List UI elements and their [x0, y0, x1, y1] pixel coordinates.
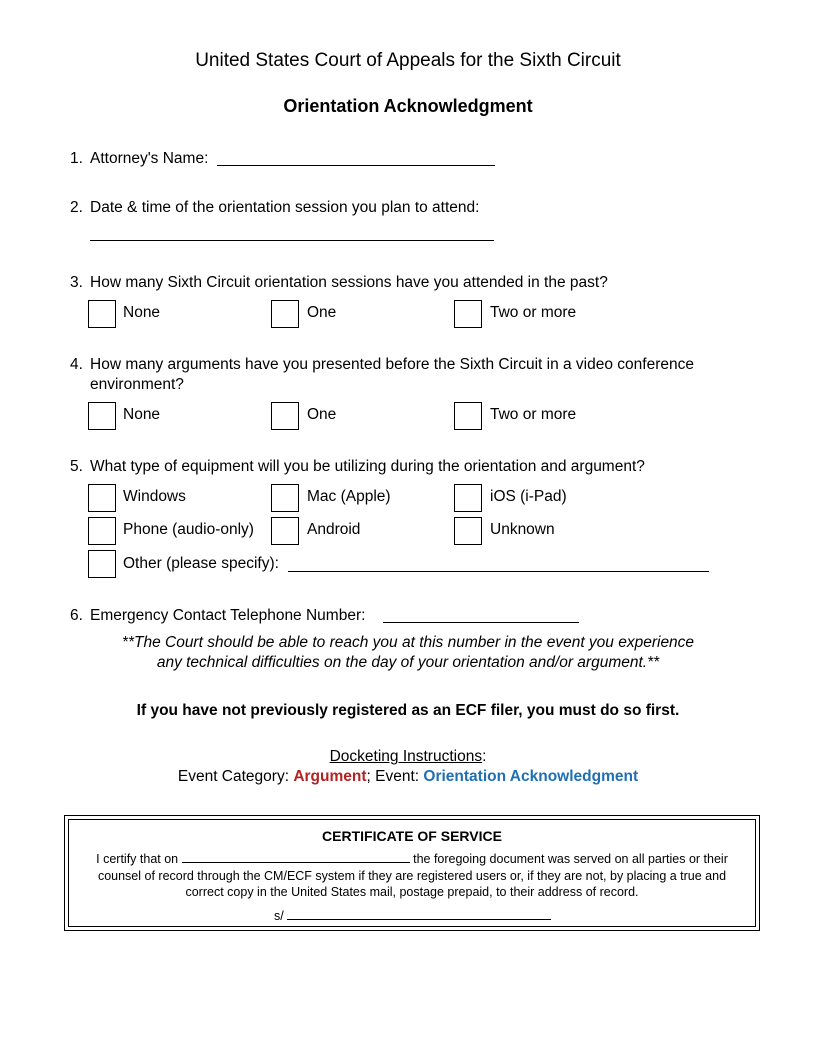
question-text: How many Sixth Circuit orientation sessions have you attended in the past? — [90, 274, 608, 291]
certificate-body — [77, 850, 747, 901]
certificate-inner-border — [68, 819, 756, 927]
docketing-colon: : — [482, 748, 487, 765]
checkbox-label: One — [307, 304, 337, 321]
question-number: 1. — [70, 150, 83, 167]
q3-none-checkbox[interactable] — [88, 300, 116, 328]
checkbox-label: Mac (Apple) — [307, 488, 391, 505]
ecf-notice: If you have not previously registered as an ECF filer, you must do so first. — [136, 702, 680, 719]
checkbox-label: Two or more — [490, 406, 577, 423]
q5-windows-checkbox[interactable] — [88, 484, 116, 512]
court-name: United States Court of Appeals for the Sixth Circuit — [195, 50, 621, 71]
q4-two-or-more-checkbox[interactable] — [454, 402, 482, 430]
checkbox-label: Phone (audio-only) — [123, 521, 254, 538]
event-value: Orientation Acknowledgment — [423, 768, 639, 785]
cert-line1-prefix: I certify that on — [96, 852, 179, 866]
checkbox-label: Unknown — [490, 521, 555, 538]
question-number: 6. — [70, 607, 83, 624]
question-text: How many arguments have you presented before the Sixth Circuit in a video conference — [90, 356, 694, 373]
q3-one-checkbox[interactable] — [271, 300, 299, 328]
signature-prefix: s/ — [274, 909, 284, 923]
question-number: 4. — [70, 356, 83, 373]
event-category-value: Argument — [293, 768, 367, 785]
question-6 — [0, 607, 816, 627]
docketing-heading: Docketing Instructions — [329, 748, 483, 765]
question-number: 3. — [70, 274, 83, 291]
question-text: Attorney's Name: — [90, 150, 209, 167]
q5-other-checkbox[interactable] — [88, 550, 116, 578]
checkbox-label: iOS (i-Pad) — [490, 488, 567, 505]
attorney-name-field[interactable] — [217, 150, 495, 166]
session-datetime-field[interactable] — [90, 225, 494, 241]
checkbox-label: Windows — [123, 488, 186, 505]
checkbox-label: One — [307, 406, 337, 423]
q4-none-checkbox[interactable] — [88, 402, 116, 430]
q5-ios-checkbox[interactable] — [454, 484, 482, 512]
q4-one-checkbox[interactable] — [271, 402, 299, 430]
question-5 — [0, 458, 816, 478]
page-title: Orientation Acknowledgment — [283, 96, 533, 116]
signature-field[interactable] — [287, 907, 551, 920]
event-separator: ; Event: — [366, 768, 424, 785]
cert-line1-suffix: the foregoing document was served on all parties or their — [413, 852, 728, 866]
service-date-field[interactable] — [182, 850, 410, 863]
question-number: 5. — [70, 458, 83, 475]
contact-note-line-2: any technical difficulties on the day of your orientation and/or argument.** — [156, 654, 660, 671]
question-1 — [0, 150, 816, 170]
q5-phone-checkbox[interactable] — [88, 517, 116, 545]
event-category-label: Event Category: — [177, 768, 294, 785]
q5-android-checkbox[interactable] — [271, 517, 299, 545]
question-3 — [0, 274, 816, 294]
question-text: Emergency Contact Telephone Number: — [90, 607, 366, 624]
checkbox-label: Android — [307, 521, 361, 538]
signature-line — [274, 907, 551, 923]
checkbox-label: None — [123, 406, 161, 423]
question-4 — [0, 356, 816, 396]
checkbox-label: Other (please specify): — [123, 555, 279, 572]
question-number: 2. — [70, 199, 83, 216]
q5-unknown-checkbox[interactable] — [454, 517, 482, 545]
other-equipment-field[interactable] — [288, 556, 709, 572]
checkbox-label: Two or more — [490, 304, 577, 321]
question-text-continued: environment? — [90, 376, 184, 393]
cert-line2: counsel of record through the CM/ECF system if they are registered users or, if they are not, by placing a true and — [97, 868, 727, 883]
q3-two-or-more-checkbox[interactable] — [454, 300, 482, 328]
question-2 — [0, 199, 816, 245]
emergency-phone-field[interactable] — [383, 607, 579, 623]
certificate-of-service-box — [64, 815, 760, 931]
question-text: Date & time of the orientation session you plan to attend: — [90, 199, 480, 216]
q5-mac-checkbox[interactable] — [271, 484, 299, 512]
cert-line3: correct copy in the United States mail, postage prepaid, to their address of record. — [185, 885, 639, 899]
contact-note-line-1: **The Court should be able to reach you at this number in the event you experience — [121, 634, 695, 651]
checkbox-label: None — [123, 304, 161, 321]
question-text: What type of equipment will you be utilizing during the orientation and argument? — [90, 458, 645, 475]
docketing-instructions — [0, 747, 816, 787]
certificate-title: CERTIFICATE OF SERVICE — [322, 828, 502, 844]
